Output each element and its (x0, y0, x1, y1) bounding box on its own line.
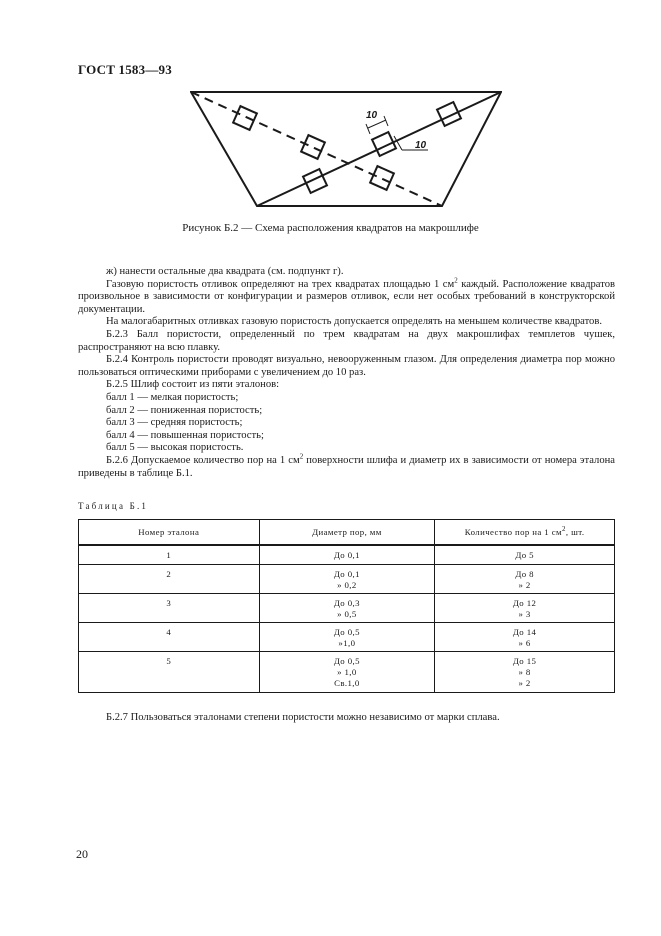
dimension-label-side: 10 (415, 140, 427, 151)
paragraph: Б.2.6 Допускаемое количество пор на 1 $см^2$ поверхности шлифа и диаметр их в зависимости от номера эталона приведены в таблице Б.1. (78, 452, 615, 479)
square-3 (370, 166, 394, 190)
table-cell: До 12 » 3 (435, 593, 615, 622)
table-cell: До 0,3 » 0,5 (259, 593, 435, 622)
table-cell: До 8 » 2 (435, 564, 615, 593)
column-header: Диаметр пор, мм (259, 520, 435, 546)
list-item: балл 3 — средняя пористость; (106, 417, 243, 429)
square-4 (437, 102, 461, 126)
square-6 (303, 169, 327, 193)
body-text (78, 266, 615, 480)
table-row (79, 622, 615, 651)
closing-paragraph: Б.2.7 Пользоваться эталонами степени пористости можно независимо от марки сплава. (106, 712, 500, 723)
table-cell: До 14 » 6 (435, 622, 615, 651)
list-item: балл 1 — мелкая пористость; (106, 391, 239, 403)
paragraph: Газовую пористость отливок определяют на трех квадратах площадью 1 $см^2$ каждый. Расположение квадратов произвольное в зависимости от конфигурации и размеров отливок, если нет особых требований в конструкторской документации. (78, 276, 615, 315)
dimension-ext-1 (366, 124, 370, 134)
table-cell: 3 (79, 593, 260, 622)
table-cell: До 0,1 (259, 545, 435, 564)
paragraph: Б.2.4 Контроль пористости проводят визуально, невооруженным глазом. Для определения диаметра пор можно пользоваться оптическими приборами с увеличением до 10 раз. (78, 354, 615, 378)
paragraph: Б.2.3 Балл пористости, определенный по трем квадратам на двух макрошлифах темплетов чушек, распространяют на всю плавку. (78, 328, 615, 353)
table-cell: 2 (79, 564, 260, 593)
table-row (79, 651, 615, 692)
column-header: Номер эталона (79, 520, 260, 546)
list-item: балл 2 — пониженная пористость; (106, 404, 263, 416)
table-cell: До 0,5 » 1,0 Св.1,0 (259, 651, 435, 692)
list-item: балл 5 — высокая пористость. (106, 442, 244, 454)
paragraph: Б.2.5 Шлиф состоит из пяти эталонов: (106, 379, 280, 391)
dimension-line-top (368, 120, 386, 128)
column-header: Количество пор на 1 $см^2$, шт. (435, 520, 615, 546)
table-cell: 4 (79, 622, 260, 651)
figure-caption: Рисунок Б.2 — Схема расположения квадратов на макрошлифе (182, 222, 479, 234)
table-title: Таблица Б.1 (78, 501, 149, 511)
square-5 (372, 132, 396, 156)
table-row (79, 545, 615, 564)
table-cell: До 5 (435, 545, 615, 564)
list-item: балл 4 — повышенная пористость; (106, 429, 264, 441)
diagonal-solid (257, 92, 501, 206)
table-cell: 5 (79, 651, 260, 692)
table-row (79, 564, 615, 593)
square-2 (301, 135, 325, 159)
document-header: ГОСТ 1583—93 (78, 62, 172, 77)
page-number: 20 (76, 847, 88, 861)
table-row (79, 593, 615, 622)
table-cell: 1 (79, 545, 260, 564)
table-cell: До 15 » 8 » 2 (435, 651, 615, 692)
paragraph: На малогабаритных отливках газовую пористость допускается определять на меньшем количестве квадратов. (106, 316, 603, 328)
square-1 (233, 106, 257, 130)
paragraph: ж) нанести остальные два квадрата (см. подпункт г). (106, 266, 344, 277)
table-cell: До 0,5 »1,0 (259, 622, 435, 651)
diagonal-dashed (191, 92, 442, 206)
macrosection-diagram (190, 88, 502, 210)
table-cell: До 0,1 » 0,2 (259, 564, 435, 593)
macrosection-outline (191, 92, 501, 206)
dimension-label-top: 10 (366, 110, 378, 121)
porosity-table (78, 519, 615, 693)
